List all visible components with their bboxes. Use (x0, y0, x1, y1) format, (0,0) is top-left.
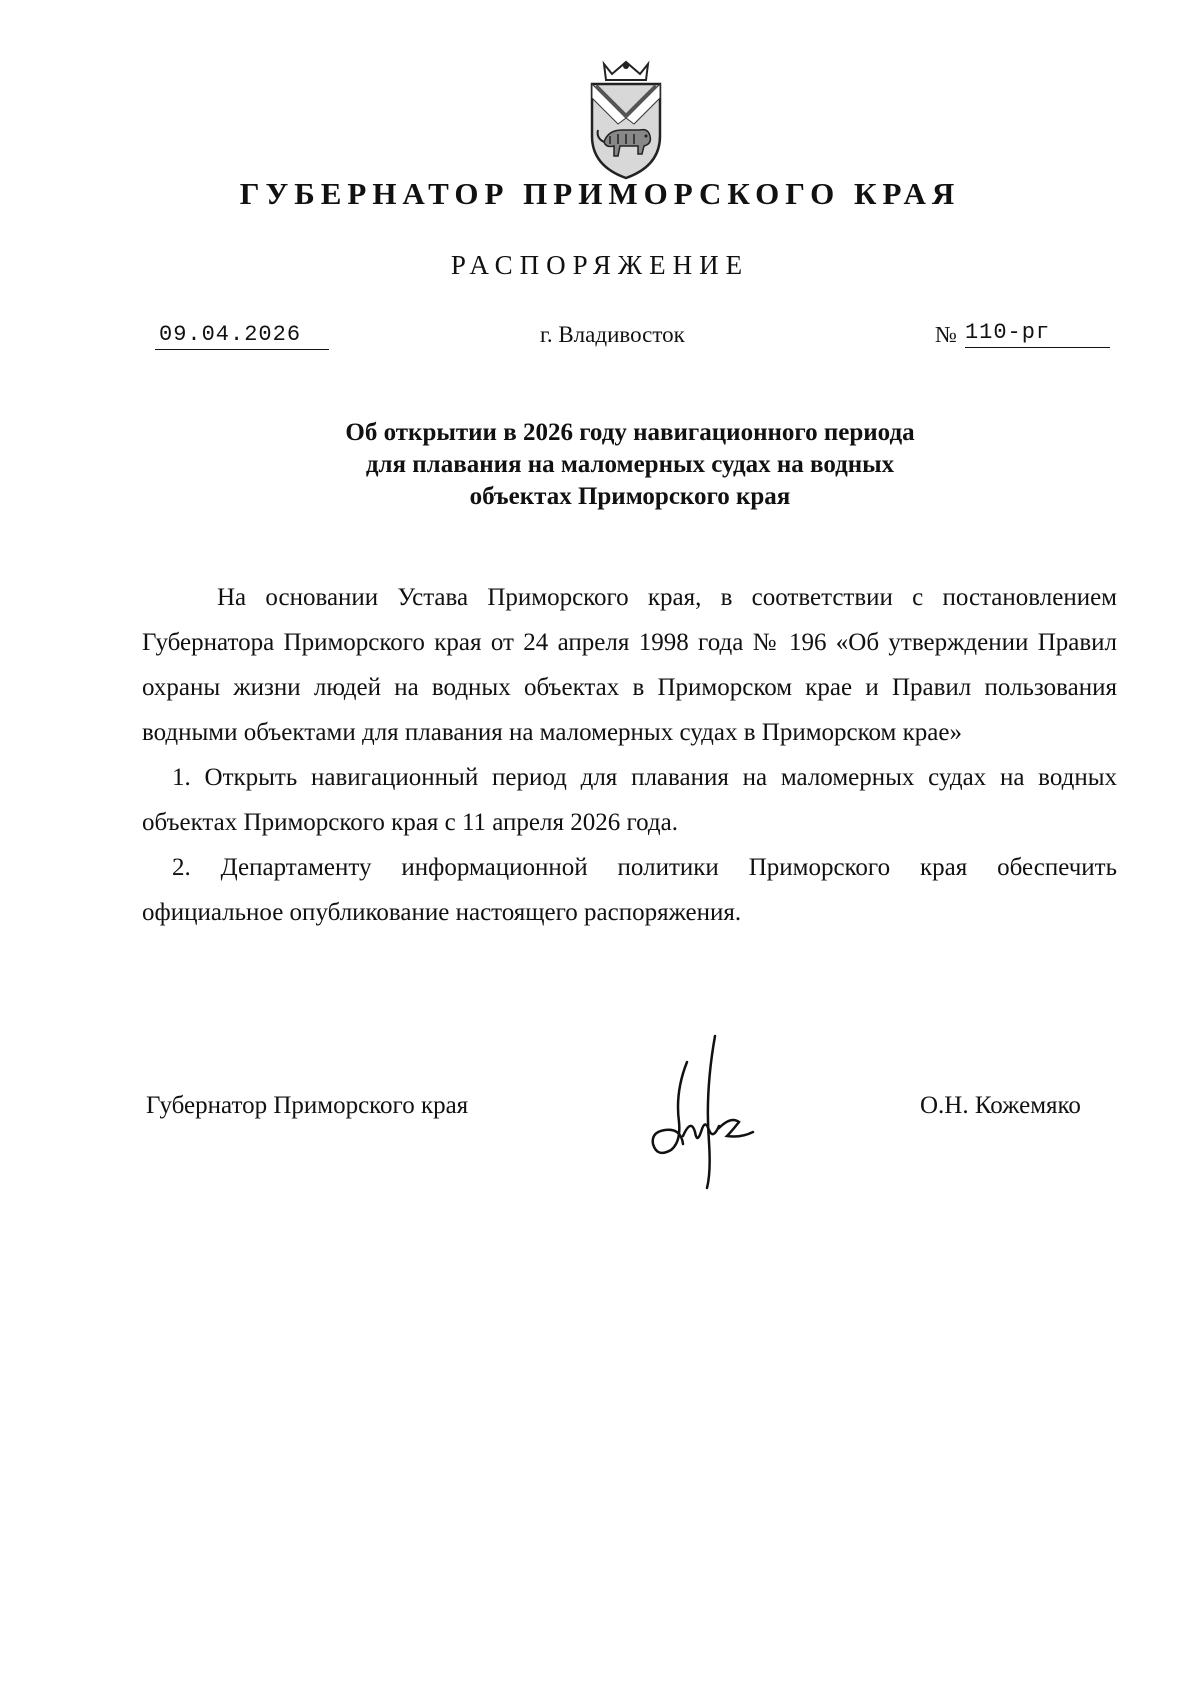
document-number: 110-рг (965, 320, 1110, 348)
signature-icon (635, 1032, 775, 1192)
issuing-authority: ГУБЕРНАТОР ПРИМОРСКОГО КРАЯ (239, 176, 961, 211)
document-type: РАСПОРЯЖЕНИЕ (450, 250, 750, 280)
signatory-position: Губернатор Приморского края (146, 1092, 469, 1119)
document-body (142, 575, 1117, 935)
subject-line: для плавания на маломерных судах на водных (365, 451, 895, 478)
document-date: 09.04.2026 (155, 322, 329, 350)
coat-of-arms-icon (574, 58, 678, 182)
preamble-paragraph: На основании Устава Приморского края, в соответствии с постановлением Губернатора Приморского края от 24 апреля 1998 года № 196 «Об утверждении Правил охраны жизни людей на водных объектах в Приморском крае и Правил пользования водными объектами для плавания на маломерных судах в Приморском крае» (142, 584, 1117, 746)
subject-line: Об открытии в 2026 году навигационного периода (345, 419, 915, 446)
subject-line: объектах Приморского края (469, 483, 791, 510)
document-subject (200, 417, 1060, 513)
signatory-name: О.Н. Кожемяко (920, 1092, 1081, 1119)
number-sign: № (935, 322, 957, 347)
order-item: 1. Открыть навигационный период для плавания на маломерных судах на водных объектах Приморского края с 11 апреля 2026 года. (142, 764, 1117, 836)
document-city: г. Владивосток (540, 322, 685, 347)
document-number-block (935, 320, 1110, 348)
order-item: 2. Департаменту информационной политики Приморского края обеспечить официальное опубликование настоящего распоряжения. (142, 854, 1117, 926)
